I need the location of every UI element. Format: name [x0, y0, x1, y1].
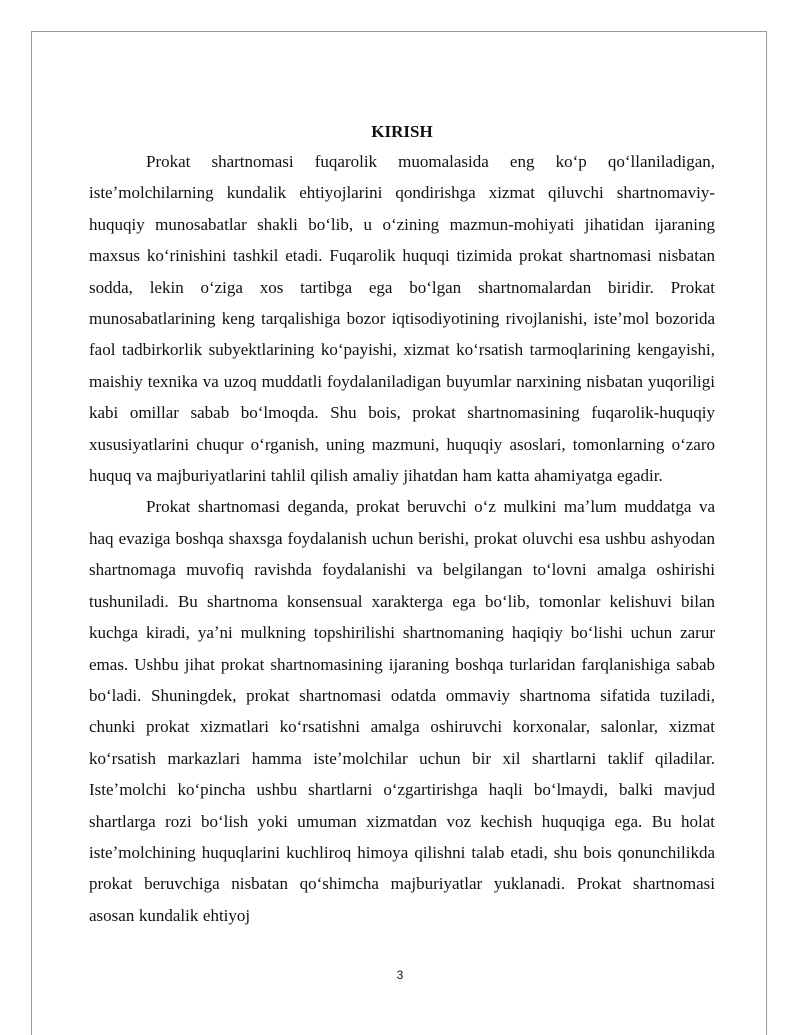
document-page: [31, 31, 767, 1035]
section-heading: KIRISH: [371, 122, 433, 141]
page-body: [89, 120, 715, 931]
page-number: 3: [396, 968, 404, 982]
paragraph-definition: Prokat shartnomasi deganda, prokat beruvchi oʻz mulkini maʼlum muddatga va haq evaziga boshqa shaxsga foydalanish uchun berishi, prokat oluvchi esa ushbu ashyodan shartnomaga muvofiq ravishda foydalanishi va belgilangan toʻlovni amalga oshirishi tushuniladi. Bu shartnoma konsensual xarakterga ega boʻlib, tomonlar kelishuvi bilan kuchga kiradi, yaʼni mulkning topshirilishi shartnomaning haqiqiy boʻlishi uchun zarur emas. Ushbu jihat prokat shartnomasining ijaraning boshqa turlaridan farqlanishiga sabab boʻladi. Shuningdek, prokat shartnomasi odatda ommaviy shartnoma sifatida tuziladi, chunki prokat xizmatlari koʻrsatishni amalga oshiruvchi korxonalar, salonlar, xizmat koʻrsatish markazlari hamma isteʼmolchilar uchun bir xil shartlarni taklif qiladilar. Isteʼmolchi koʻpincha ushbu shartlarni oʻzgartirishga haqli boʻlmaydi, balki mavjud shartlarga rozi boʻlish yoki umuman xizmatdan voz kechish huquqiga ega. Bu holat isteʼmolchining huquqlarini kuchliroq himoya qilishni talab etadi, shu bois qonunchilikda prokat beruvchiga nisbatan qoʻshimcha majburiyatlar yuklanadi. Prokat shartnomasi asosan kundalik ehtiyoj: [89, 497, 715, 925]
paragraph-intro: Prokat shartnomasi fuqarolik muomalasida eng koʻp qoʻllaniladigan, isteʼmolchilarning kundalik ehtiyojlarini qondirishga xizmat qiluvchi shartnomaviy-huquqiy munosabatlar shakli boʻlib, u oʻzining mazmun-mohiyati jihatidan ijaraning maxsus koʻrinishini tashkil etadi. Fuqarolik huquqi tizimida prokat shartnomasi nisbatan sodda, lekin oʻziga xos tartibga ega boʻlgan shartnomalardan biridir. Prokat munosabatlarining keng tarqalishiga bozor iqtisodiyotining rivojlanishi, isteʼmol bozorida faol tadbirkorlik subyektlarining koʻpayishi, xizmat koʻrsatish tarmoqlarining kengayishi, maishiy texnika va uzoq muddatli foydalaniladigan buyumlar narxining nisbatan yuqoriligi kabi omillar sabab boʻlmoqda. Shu bois, prokat shartnomasining fuqarolik-huquqiy xususiyatlarini chuqur oʻrganish, uning mazmuni, huquqiy asoslari, tomonlarning oʻzaro huquq va majburiyatlarini tahlil qilish amaliy jihatdan ham katta ahamiyatga egadir.: [89, 152, 715, 486]
